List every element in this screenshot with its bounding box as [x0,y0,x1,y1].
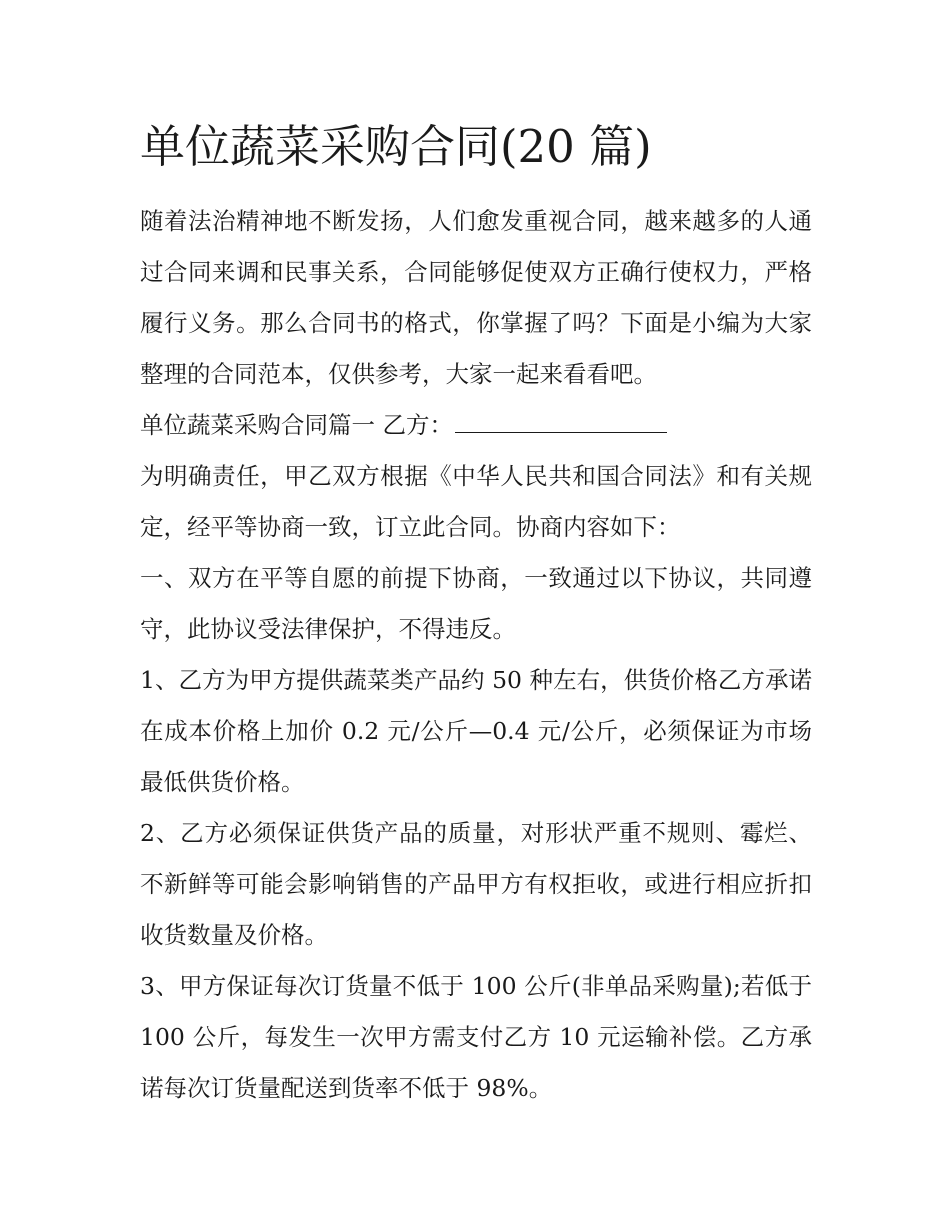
clause-2-paragraph: 2、乙方必须保证供货产品的质量，对形状严重不规则、霉烂、不新鲜等可能会影响销售的产品甲方有权拒收，或进行相应折扣收货数量及价格。 [140,819,812,949]
contract-heading-line [140,400,812,451]
purpose-paragraph: 为明确责任，甲乙双方根据《中华人民共和国合同法》和有关规定，经平等协商一致，订立此合同。协商内容如下： [140,462,812,541]
document-page [140,112,812,1114]
section-one-paragraph: 一、双方在平等自愿的前提下协商，一致通过以下协议，共同遵守，此协议受法律保护，不得违反。 [140,564,812,643]
clause-3-paragraph: 3、甲方保证每次订货量不低于 100 公斤(非单品采购量);若低于 100 公斤，每发生一次甲方需支付乙方 10 元运输补偿。乙方承诺每次订货量配送到货率不低于 98%。 [140,972,812,1102]
document-title: 单位蔬菜采购合同(20 篇) [140,120,652,173]
clause-1-paragraph: 1、乙方为甲方提供蔬菜类产品约 50 种左右，供货价格乙方承诺在成本价格上加价 0.2 元/公斤—0.4 元/公斤，必须保证为市场最低供货价格。 [140,666,812,796]
intro-paragraph: 随着法治精神地不断发扬，人们愈发重视合同，越来越多的人通过合同来调和民事关系，合同能够促使双方正确行使权力，严格履行义务。那么合同书的格式，你掌握了吗？下面是小编为大家整理的合同范本，仅供参考，大家一起来看看吧。 [140,207,812,388]
contract-heading: 单位蔬菜采购合同篇一 乙方： [140,411,453,439]
party-b-blank [455,406,667,433]
